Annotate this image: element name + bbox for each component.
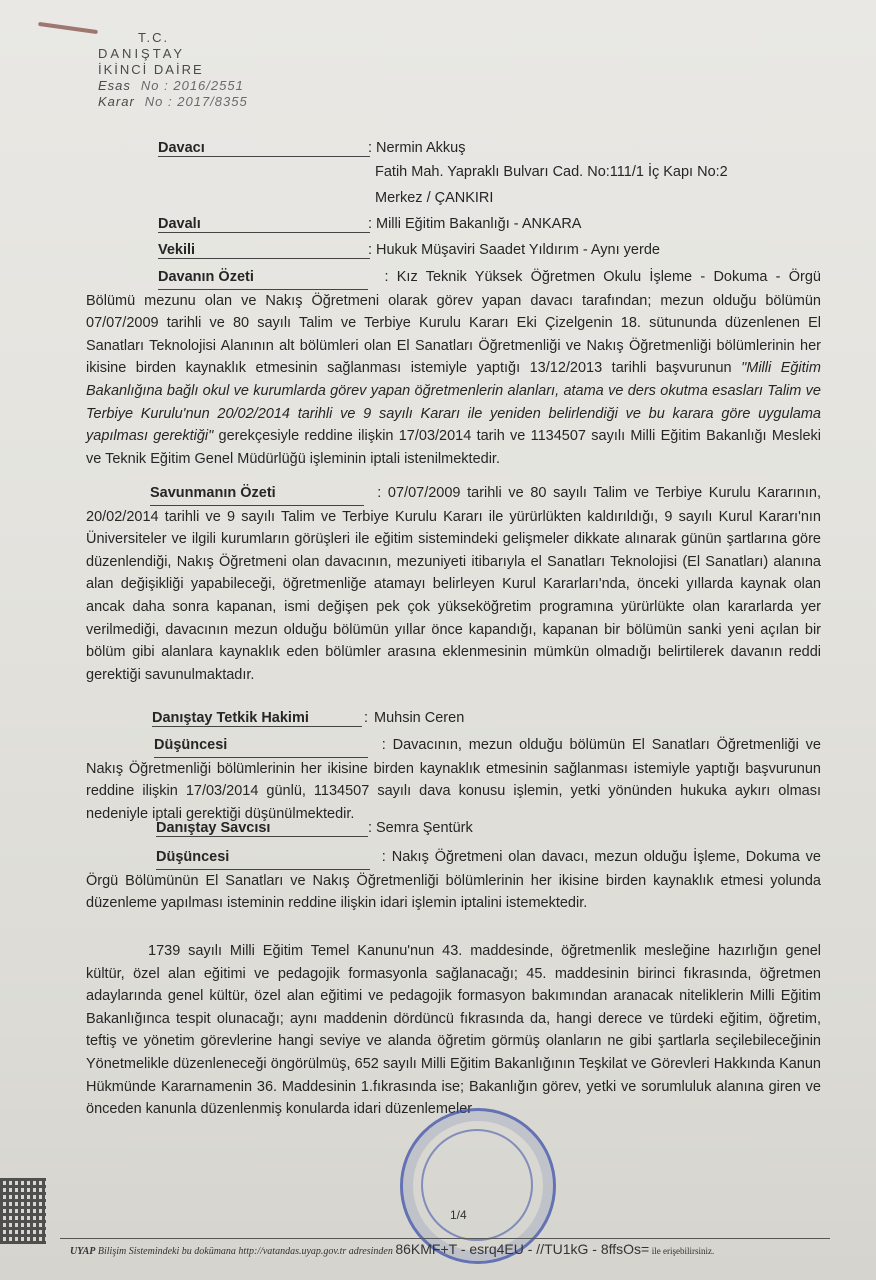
header-esas bbox=[98, 78, 248, 94]
header-karar bbox=[98, 94, 248, 110]
tetkik-value: Muhsin Ceren bbox=[374, 710, 465, 726]
footer-divider bbox=[60, 1238, 830, 1239]
ozet-label: Davanın Özeti bbox=[158, 266, 368, 290]
tetkik-dus-label: Düşüncesi bbox=[154, 734, 368, 758]
tetkik-dusuncesi: Düşüncesi : Davacının, mezun olduğu bölümün El Sanatları Öğretmenliği ve Nakış Öğretmenliği bölümlerinin her ikisine birden kaynaklık etmesinin sağlanması istemiyle yaptığı başvurunun reddine ilişkin 17/03/2014 günlü, 1134507 sayılı dava konusu işlemin, yetki yönünden hukuka aykırı olması nedeniyle iptali gerektiği düşünülmektedir. bbox=[86, 734, 821, 825]
esas-label: Esas bbox=[98, 78, 131, 93]
vekili-label: Vekili bbox=[158, 242, 370, 259]
davali-value: Milli Eğitim Bakanlığı - ANKARA bbox=[376, 216, 582, 232]
pen-mark bbox=[38, 22, 98, 34]
tetkik-label: Danıştay Tetkik Hakimi bbox=[152, 710, 362, 727]
page-number: 1/4 bbox=[450, 1208, 467, 1222]
savci-value: Semra Şentürk bbox=[376, 820, 473, 836]
footer-code: 86KMF+T - esrq4EU - //TU1kG - 8ffsOs= bbox=[395, 1241, 650, 1257]
qr-code-icon bbox=[0, 1178, 46, 1244]
karar-value: No : 2017/8355 bbox=[144, 94, 248, 109]
header-court: DANIŞTAY bbox=[98, 46, 186, 61]
header-tc: T.C. bbox=[138, 30, 170, 45]
tetkik-dus-text: Davacının, mezun olduğu bölümün El Sanatları Öğretmenliği ve Nakış Öğretmenliği bölümlerinin her ikisine birden kaynaklık etmesinin sağlanması istemiyle yaptığı başvurunun reddine ilişkin 17/03/2014 günlü, 1134507 sayılı dava konusu işlemin, yetki yönünden hukuka aykırı olması nedeniyle iptali gerektiği düşünülmektedir. bbox=[86, 737, 821, 822]
ozet-paragraph: Davanın Özeti : Kız Teknik Yüksek Öğretmen Okulu İşleme - Dokuma - Örgü Bölümü mezunu olan ve Nakış Öğretmeni olarak görev yapan davacı tarafından; mezun olduğu bölümün 07/07/2009 tarihli ve 80 sayılı Talim ve Terbiye Kurulu Kararı Eki Çizelgenin 18. sütununda düzenlenen El Sanatları Teknolojisi Alanının alt bölümleri olan El Sanatları Öğretmenliği ve Nakış Öğretmenliği bölümlerinin her ikisine birden kaynaklık etmesinin sağlanması istemiyle yaptığı 13/12/2013 tarihli başvurunun "Milli Eğitim Bakanlığına bağlı okul ve kurumlarda görev yapan öğretmenlerin alanları, atama ve ders okutma esasları Talim ve Terbiye Kurulu'nun 20/02/2014 tarihli ve 9 sayılı Kararı ile yeniden belirlendiği ve bu karara göre uygulama yapılması gerektiği" gerekçesiyle reddine ilişkin 17/03/2014 tarih ve 1134507 sayılı Milli Eğitim Bakanlığı Mesleki ve Teknik Eğitim Genel Müdürlüğü işleminin iptali istenilmektedir. bbox=[86, 266, 821, 470]
esas-value: No : 2016/2551 bbox=[140, 78, 244, 93]
footer-logo: UYAP bbox=[70, 1246, 96, 1257]
footer bbox=[70, 1241, 714, 1257]
savunma-text: 07/07/2009 tarihli ve 80 sayılı Talim ve Terbiye Kurulu Kararının, 20/02/2014 tarihli ve 9 sayılı Talim ve Terbiye Kurulu Kararı ile yürürlükten kaldırıldığı, 9 sayılı Kurul Kararı'nın Üniversiteler ve ilgili kurumların görüşleri ile eğitim sistemindeki gelişmeler dikkate alınarak günün şartlarına göre düzenlendiği, Nakış Öğretmeni olan davacının, mezuniyeti itibarıyla el Sanatları Teknolojisi (El Sanatları) alanına alan değişikliği yapabileceği, öğretmenliğe atamayı belirleyen Kurul Kararları'nda, önceki yıllarda kaynak olan ancak daha sonra kapanan, ismi değişen pek çok yükseköğretim programına yürürlükte olan kararlarda yer verilmediği, davacının mezun olduğu bölümün yıllar önce kapandığı, kapanan bir bölümün sanki yeni açılan bir bölüm gibi alanlara kaynaklık eden bölümler arasına eklenmesinin mümkün olmadığı belirtilerek davanın reddi gerektiği savunulmaktadır. bbox=[86, 485, 821, 683]
savci-label: Danıştay Savcısı bbox=[156, 820, 368, 837]
savci-dus-label: Düşüncesi bbox=[156, 846, 370, 870]
body-paragraph: 1739 sayılı Milli Eğitim Temel Kanunu'nun 43. maddesinde, öğretmenlik mesleğine hazırlığın genel kültür, özel alan eğitimi ve pedagojik formasyonla sağlanacağı; 45. maddesinin birinci fıkrasında, öğretmen adaylarında genel kültür, özel alan eğitimi ve pedagojik formasyon bakımından aranacak niteliklerin Milli Eğitim Bakanlığınca tespit olunacağı; aynı maddenin dördüncü fıkrasında da, hangi derece ve türdeki eğitim, öğretim, teftiş ve yönetim görevlerine hangi seviye ve alanda öğretim görmüş olanların ne gibi şartlarla seçilebileceğinin Yönetmelikle düzenleneceği öngörülmüş, 652 sayılı Milli Eğitim Bakanlığının Teşkilat ve Görevleri Hakkında Kanun Hükmünde Kararnamenin 36. Maddesinin 1.fıkrasında ise; Bakanlığın görev, yetki ve sorumluluk alanına giren ve önceden kanunla düzenlenmiş konularda idari düzenlemeler bbox=[86, 943, 821, 1118]
davaci-name: Nermin Akkuş bbox=[376, 140, 466, 156]
footer-text: Bilişim Sistemindeki bu dokümana http://vatandas.uyap.gov.tr adresinden bbox=[97, 1246, 393, 1257]
vekili-value: Hukuk Müşaviri Saadet Yıldırım - Aynı yerde bbox=[376, 242, 660, 258]
savunma-label: Savunmanın Özeti bbox=[150, 482, 364, 506]
davaci-label: Davacı bbox=[158, 140, 370, 157]
davaci-address-1: Fatih Mah. Yapraklı Bulvarı Cad. No:111/1 İç Kapı No:2 bbox=[375, 164, 728, 180]
document-page: T.C. DANIŞTAY İKİNCİ DAİRE Esas No : 2016/2551 Karar No : 2017/8355 Davacı : Nermin Akkuş Fatih Mah. Yapraklı Bulvarı Cad. No:111/1 İç Kapı No:2 Merkez / ÇANKIRI Davalı : Milli Eğitim Bakanlığı - ANKARA Vekili : Hukuk Müşaviri Saadet Yıldırım - Aynı yerde Davanın Özeti : Kız Teknik Yüksek Öğretmen Okulu İşleme - Dokuma - Örgü Bölümü mezunu olan ve Nakış Öğretmeni olarak görev yapan davacı tarafından; mezun olduğu bölümün 07/07/2009 tarihli ve 80 sayılı Talim ve Terbiye Kurulu Kararı Eki Çizelgenin 18. sütununda düzenlenen El Sanatları Teknolojisi Alanının alt bölümleri olan El Sanatları Öğretmenliği ve Nakış Öğretmenliği bölümlerinin her ikisine birden kaynaklık etmesinin sağlanması istemiyle yaptığı 13/12/2013 tarihli başvurunun "Milli Eğitim Bakanlığına bağlı okul ve kurumlarda görev yapan öğretmenlerin alanları, atama ve ders okutma esasları Talim ve Terbiye Kurulu'nun 20/02/2014 tarihli ve 9 sayılı Kararı ile yeniden belirlendiği ve bu karara göre uygulama yapılması gerektiği" gerekçesiyle reddine ilişkin 17/03/2014 tarih ve 1134507 sayılı Milli Eğitim Bakanlığı Mesleki ve Teknik Eğitim Genel Müdürlüğü işleminin iptali istenilmektedir. Savunmanın Özeti : 07/07/2009 tarihli ve 80 sayılı Talim ve Terbiye Kurulu Kararının, 20/02/2014 tarihli ve 9 sayılı Talim ve Terbiye Kurulu Kararı ile yürürlükten kaldırıldığı, 9 sayılı Kurul Kararı'nın Üniversiteler ve ilgili kurumların görüşleri ile eğitim sistemindeki gelişmeler dikkate alınarak günün şartlarına göre düzenlendiği, Nakış Öğretmeni olan davacının, mezuniyeti itibarıyla el Sanatları Teknolojisi (El Sanatları) alanına alan değişikliği yapabileceği, öğretmenliğe atamayı belirleyen Kurul Kararları'nda, önceki yıllarda kaynak olan ancak daha sonra kapanan, ismi değişen pek çok yükseköğretim programına yürürlükte olan kararlarda yer verilmediği, davacının mezun olduğu bölümün yıllar önce kapandığı, kapanan bir bölümün sanki yeni açılan bir bölüm gibi alanlara kaynaklık eden bölümler arasına eklenmesinin mümkün olmadığı belirtilerek davanın reddi gerektiği savunulmaktadır. Danıştay Tetkik Hakimi : Muhsin Ceren Düşüncesi : Davacının, mezun olduğu bölümün El Sanatları Öğretmenliği ve Nakış Öğretmenliği bölümlerinin her ikisine birden kaynaklık etmesinin sağlanması istemiyle yaptığı başvurunun reddine ilişkin 17/03/2014 günlü, 1134507 sayılı dava konusu işlemin, yetki yönünden hukuka aykırı olması nedeniyle iptali gerektiği düşünülmektedir. Danıştay Savcısı : Semra Şentürk Düşüncesi : Nakış Öğretmeni olan davacı, mezun olduğu İşleme, Dokuma ve Örgü Bölümünün El Sanatları ve Nakış Öğretmenliği bölümlerinin her ikisine birden kaynaklık etmesi yolunda düzenleme yapılması isteminin reddine ilişkin idari işlemin iptalini istemektedir. 1739 sayılı Milli Eğitim Temel Kanunu'nun 43. maddesinde, öğretmenlik mesleğine hazırlığın genel kültür, özel alan eğitimi ve pedagojik formasyonla sağlanacağı; 45. maddesinin birinci fıkrasında, öğretmen adaylarında genel kültür, özel alan eğitimi ve pedagojik formasyon bakımından aranacak niteliklerin Milli Eğitim Bakanlığınca tespit olunacağı; aynı maddenin dördüncü fıkrasında da, hangi derece ve türdeki eğitim, öğretim, teftiş ve yönetim görevlerine hangi seviye ve alanda öğretim görmüş olanların ne gibi şartlarla seçilebileceğinin Yönetmelikle düzenleneceği öngörülmüş, 652 sayılı Milli Eğitim Bakanlığının Teşkilat ve Görevleri Hakkında Kanun Hükmünde Kararnamenin 36. Maddesinin 1.fıkrasında ise; Bakanlığın görev, yetki ve sorumluluk alanına giren ve önceden kanunla düzenlenmiş konularda idari düzenlemeler 1/4 UYAP Bilişim Sistemindeki bu dokümana http://vatandas.uyap.gov.tr adresinden 86KMF+T - esrq4EU - //TU1kG - 8ffsOs= ile erişebilirsiniz. bbox=[0, 0, 876, 1280]
davaci-address-2: Merkez / ÇANKIRI bbox=[375, 190, 494, 206]
header-chamber: İKİNCİ DAİRE bbox=[98, 62, 204, 77]
savunma-paragraph: Savunmanın Özeti : 07/07/2009 tarihli ve 80 sayılı Talim ve Terbiye Kurulu Kararının, 20/02/2014 tarihli ve 9 sayılı Talim ve Terbiye Kurulu Kararı ile yürürlükten kaldırıldığı, 9 sayılı Kurul Kararı'nın Üniversiteler ve ilgili kurumların görüşleri ile eğitim sistemindeki gelişmeler dikkate alınarak günün şartlarına göre düzenlendiği, Nakış Öğretmeni olan davacının, mezuniyeti itibarıyla el Sanatları Teknolojisi (El Sanatları) alanına alan değişikliği yapabileceği, öğretmenliğe atamayı belirleyen Kurul Kararları'nda, önceki yıllarda kaynak olan ancak daha sonra kapanan, ismi değişen pek çok yükseköğretim programına yürürlükte olan kararlarda yer verilmediği, davacının mezun olduğu bölümün yıllar önce kapandığı, kapanan bir bölümün sanki yeni açılan bir bölüm gibi alanlara kaynaklık eden bölümler arasına eklenmesinin mümkün olmadığı belirtilerek davanın reddi gerektiği savunulmaktadır. bbox=[86, 482, 821, 686]
davali-label: Davalı bbox=[158, 216, 370, 233]
ozet-text-c: gerekçesiyle reddine ilişkin 17/03/2014 tarih ve 1134507 sayılı Milli Eğitim Bakanlığı Mesleki ve Teknik Eğitim Genel Müdürlüğü işleminin iptali istenilmektedir. bbox=[86, 428, 822, 467]
karar-label: Karar bbox=[98, 94, 135, 109]
footer-tail: ile erişebilirsiniz. bbox=[651, 1246, 715, 1256]
savci-dus-text: Nakış Öğretmeni olan davacı, mezun olduğu İşleme, Dokuma ve Örgü Bölümünün El Sanatları ve Nakış Öğretmenliği bölümlerinin her ikisine birden kaynaklık etmesi yolunda düzenleme yapılması isteminin reddine ilişkin idari işlemin iptalini istemektedir. bbox=[86, 849, 821, 912]
savci-dusuncesi: Düşüncesi : Nakış Öğretmeni olan davacı, mezun olduğu İşleme, Dokuma ve Örgü Bölümünün El Sanatları ve Nakış Öğretmenliği bölümlerinin her ikisine birden kaynaklık etmesi yolunda düzenleme yapılması isteminin reddine ilişkin idari işlemin iptalini istemektedir. bbox=[86, 846, 821, 915]
ozet-text-quote: "Milli Eğitim Bakanlığına bağlı okul ve kurumlarda görev yapan öğretmenlerin alanları, atama ve ders okutma esasları Talim ve Terbiye Kurulu'nun 20/02/2014 tarihli ve 9 sayılı Kararı ile yeniden belirlendiği ve bu karara göre uygulama yapılması gerektiği" bbox=[86, 360, 821, 445]
ozet-text-a: Kız Teknik Yüksek Öğretmen Okulu İşleme - Dokuma - Örgü Bölümü mezunu olan ve Nakış Öğretmeni olarak görev yapan davacı tarafından; mezun olduğu bölümün 07/07/2009 tarihli ve 80 sayılı Talim ve Terbiye Kurulu Kararı Eki Çizelgenin 18. sütununda düzenlenen El Sanatları Teknolojisi Alanının alt bölümleri olan El Sanatları Öğretmenliği ve Nakış Öğretmenliği bölümlerinin her ikisine birden kaynaklık etmesinin sağlanması istemiyle yaptığı 13/12/2013 tarihli başvurunun bbox=[86, 269, 821, 377]
document-header bbox=[98, 30, 248, 110]
